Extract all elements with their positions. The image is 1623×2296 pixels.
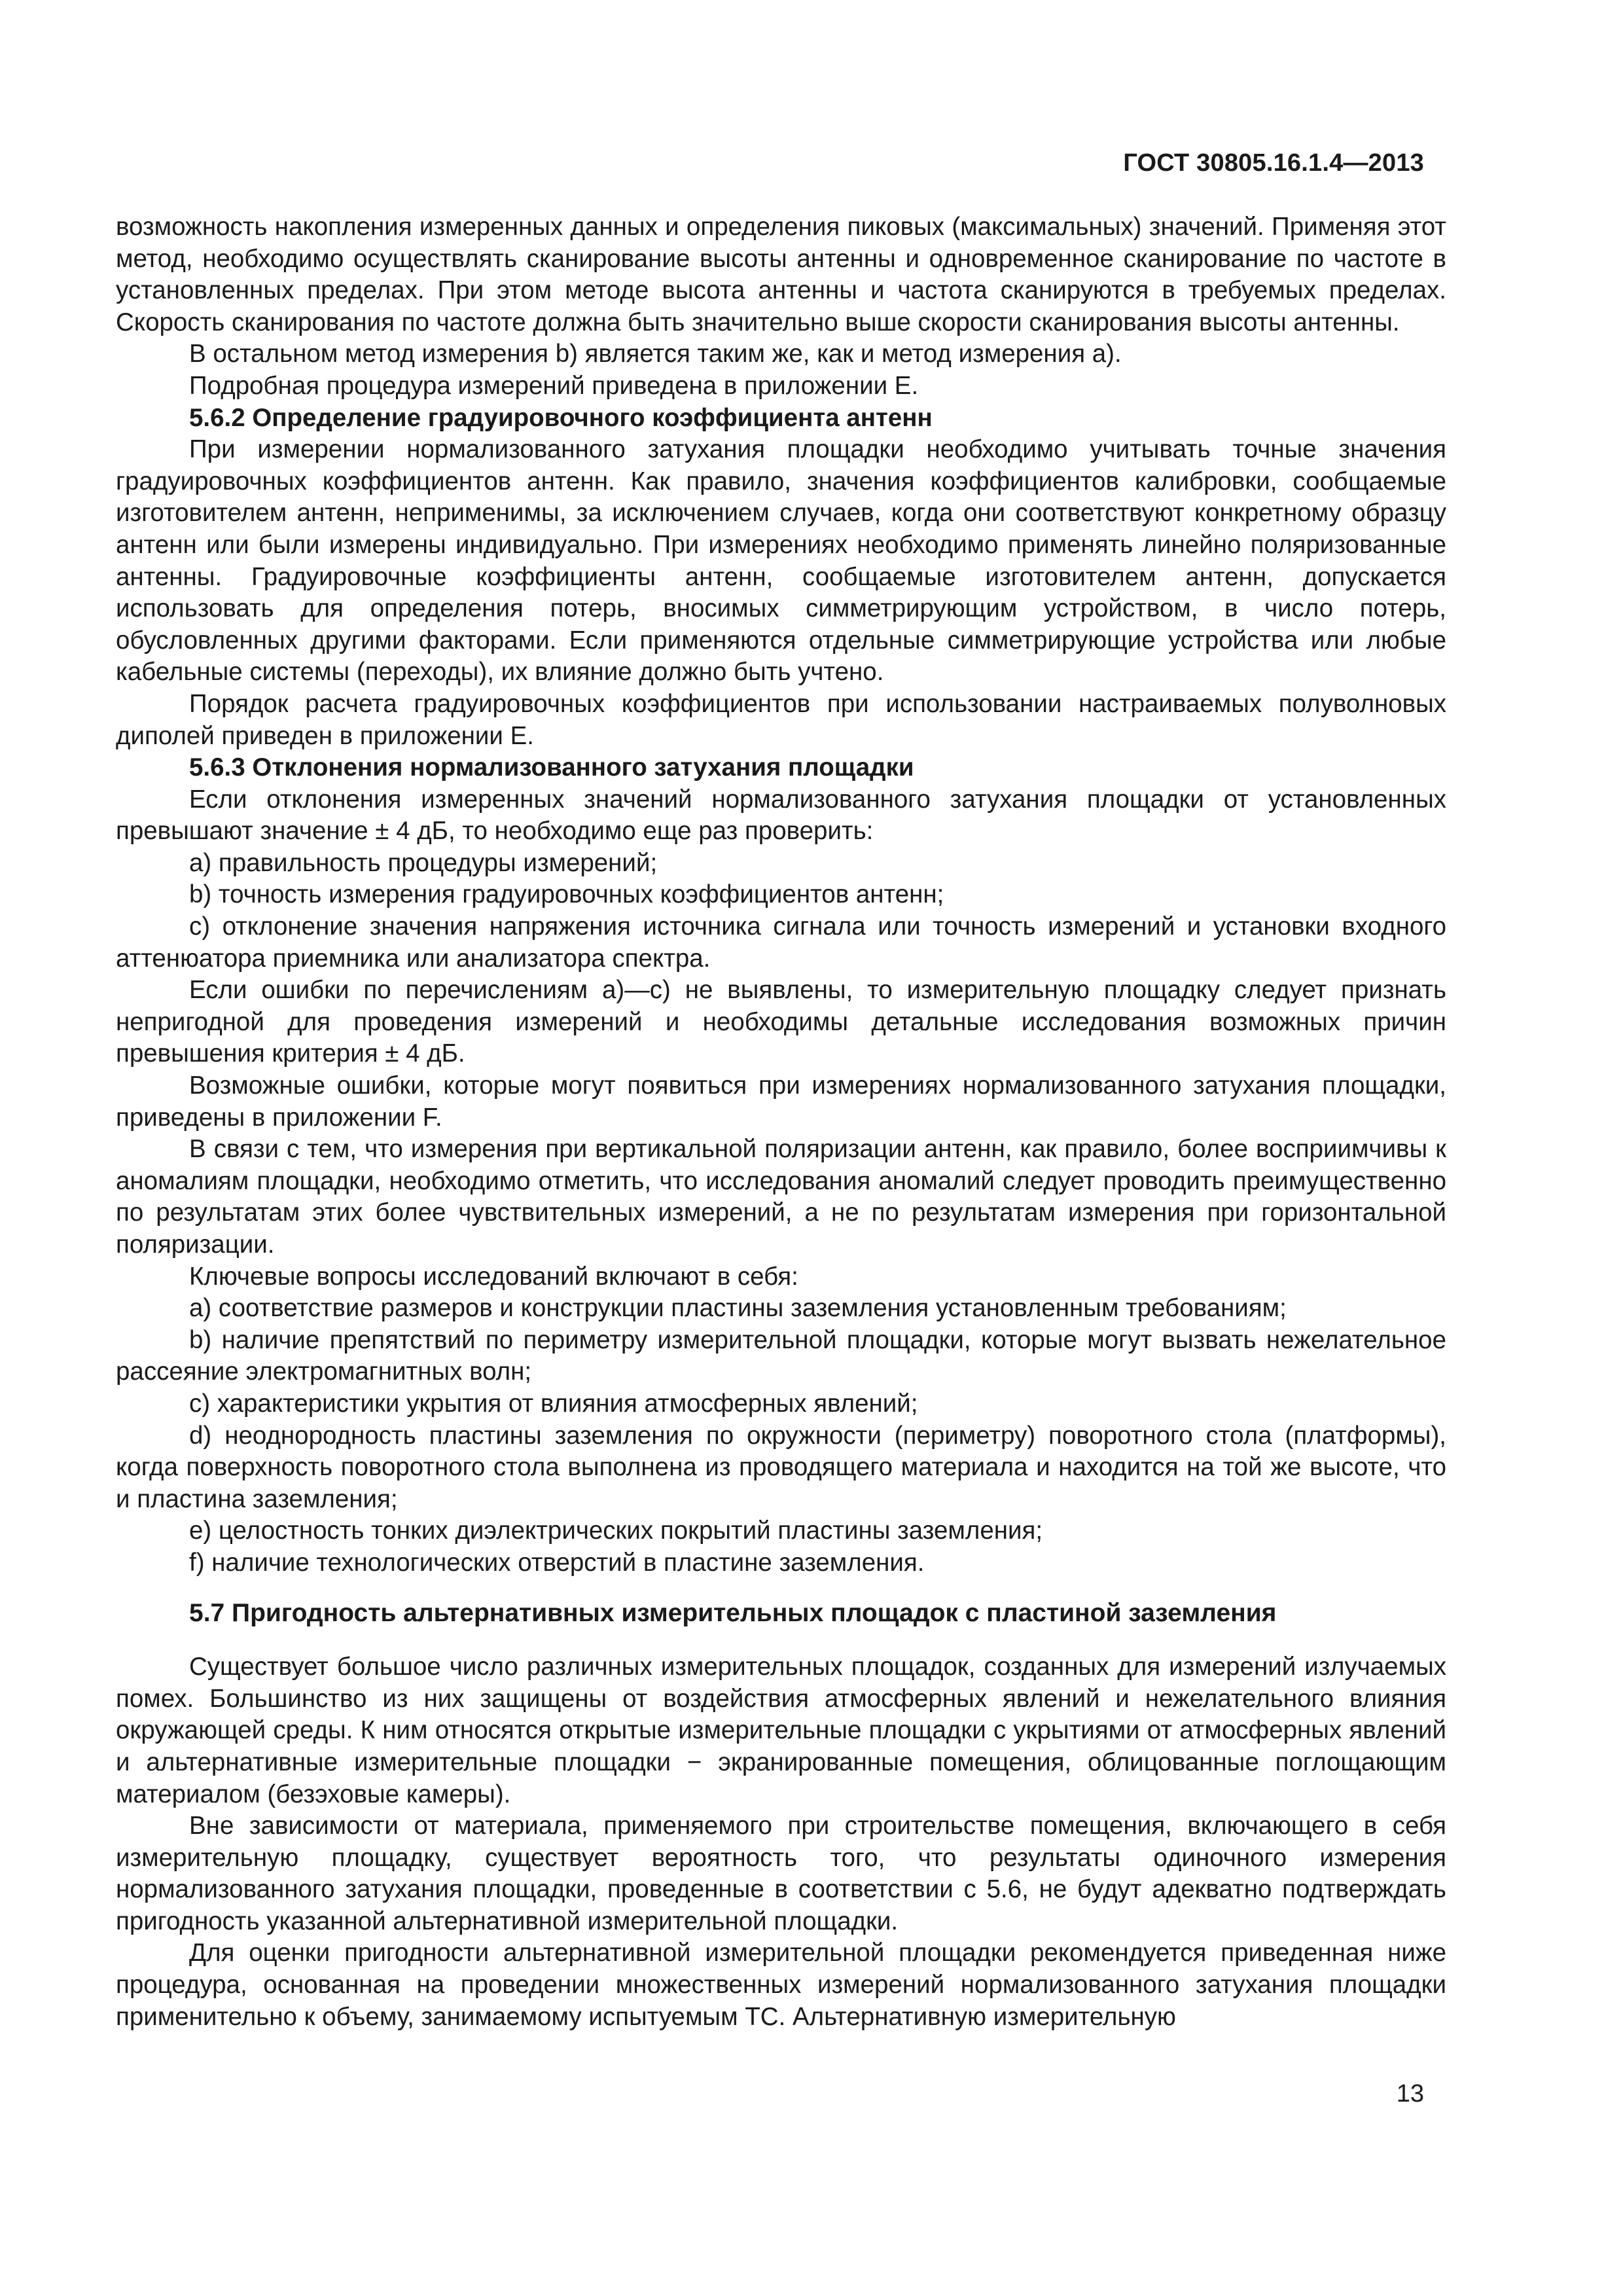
paragraph: Вне зависимости от материала, применяемого при строительстве помещения, включающего в себя измерительную площадку, существует вероятность того, что результаты одиночного измерения нормализованного затухания площадки, проведенные в соответствии с 5.6, не будут адекватно подтверждать пригодность указанной альтернативной измерительной площадки. [116, 1812, 1446, 1935]
section-heading-5-7: 5.7 Пригодность альтернативных измерительных площадок с пластиной заземления [189, 1598, 1277, 1627]
list-item: а) соответствие размеров и конструкции пластины заземления установленным требованиям; [189, 1294, 1287, 1323]
list-item: b) наличие препятствий по периметру измерительной площадки, которые могут вызвать нежелательное рассеяние электромагнитных волн; [116, 1325, 1446, 1386]
paragraph-continued: возможность накопления измеренных данных и определения пиковых (максимальных) значений. Применяя этот метод, необходимо осуществлять сканирование высоты антенны и одновременное сканирование по частоте в установленных пределах. При этом методе высота антенны и частота сканируются в требуемых пределах. Скорость сканирования по частоте должна быть значительно выше скорости сканирования высоты антенны. [116, 213, 1446, 336]
list-item: е) целостность тонких диэлектрических покрытий пластины заземления; [189, 1516, 1043, 1545]
list-item: с) отклонение значения напряжения источника сигнала или точность измерений и установки входного аттенюатора приемника или анализатора спектра. [116, 912, 1446, 973]
paragraph: Порядок расчета градуировочных коэффициентов при использовании настраиваемых полуволновых диполей приведен в приложении Е. [116, 689, 1446, 750]
paragraph: Для оценки пригодности альтернативной измерительной площадки рекомендуется приведенная ниже процедура, основанная на проведении множественных измерений нормализованного затухания площадки применительно к объему, занимаемому испытуемым ТС. Альтернативную измерительную [116, 1939, 1446, 2031]
paragraph: Возможные ошибки, которые могут появиться при измерениях нормализованного затухания площадки, приведены в приложении F. [116, 1071, 1446, 1132]
page-number: 13 [1396, 2080, 1424, 2108]
document-header: ГОСТ 30805.16.1.4—2013 [1123, 149, 1424, 177]
paragraph: В связи с тем, что измерения при вертикальной поляризации антенн, как правило, более восприимчивы к аномалиям площадки, необходимо отметить, что исследования аномалий следует проводить преимущественно по результатам этих более чувствительных измерений, а не по результатам измерения при горизонтальной поляризации. [116, 1135, 1446, 1259]
list-item: с) характеристики укрытия от влияния атмосферных явлений; [189, 1389, 918, 1418]
list-item: f) наличие технологических отверстий в пластине заземления. [189, 1548, 925, 1577]
list-item: d) неоднородность пластины заземления по окружности (периметру) поворотного стола (платформы), когда поверхность поворотного стола выполнена из проводящего материала и находится на той же высоте, что и пластина заземления; [116, 1421, 1446, 1513]
paragraph: Если отклонения измеренных значений нормализованного затухания площадки от установленных превышают значение ± 4 дБ, то необходимо еще раз проверить: [116, 785, 1446, 846]
section-heading-5-6-2: 5.6.2 Определение градуировочного коэффициента антенн [189, 403, 933, 432]
document-body [116, 211, 1446, 2033]
paragraph: Ключевые вопросы исследований включают в себя: [189, 1262, 798, 1291]
paragraph: Существует большое число различных измерительных площадок, созданных для измерений излучаемых помех. Большинство из них защищены от воздействия атмосферных явлений и нежелательного влияния окружающей среды. К ним относятся открытые измерительные площадки с укрытиями от атмосферных явлений и альтернативные измерительные площадки − экранированные помещения, облицованные поглощающим материалом (безэховые камеры). [116, 1653, 1446, 1808]
paragraph: Если ошибки по перечислениям а)—с) не выявлены, то измерительную площадку следует признать непригодной для проведения измерений и необходимы детальные исследования возможных причин превышения критерия ± 4 дБ. [116, 976, 1446, 1068]
list-item: b) точность измерения градуировочных коэффициентов антенн; [189, 880, 944, 909]
paragraph: Подробная процедура измерений приведена в приложении Е. [189, 371, 919, 400]
section-heading-5-6-3: 5.6.3 Отклонения нормализованного затухания площадки [189, 753, 914, 782]
paragraph: При измерении нормализованного затухания площадки необходимо учитывать точные значения градуировочных коэффициентов антенн. Как правило, значения коэффициентов калибровки, сообщаемые изготовителем антенн, неприменимы, за исключением случаев, когда они соответствуют конкретному образцу антенн или были измерены индивидуально. При измерениях необходимо применять линейно поляризованные антенны. Градуировочные коэффициенты антенн, сообщаемые изготовителем антенн, допускается использовать для определения потерь, вносимых симметрирующим устройством, в число потерь, обусловленных другими факторами. Если применяются отдельные симметрирующие устройства или любые кабельные системы (переходы), их влияние должно быть учтено. [116, 435, 1446, 687]
list-item: а) правильность процедуры измерений; [189, 848, 658, 877]
paragraph: В остальном метод измерения b) является таким же, как и метод измерения а). [189, 340, 1122, 368]
